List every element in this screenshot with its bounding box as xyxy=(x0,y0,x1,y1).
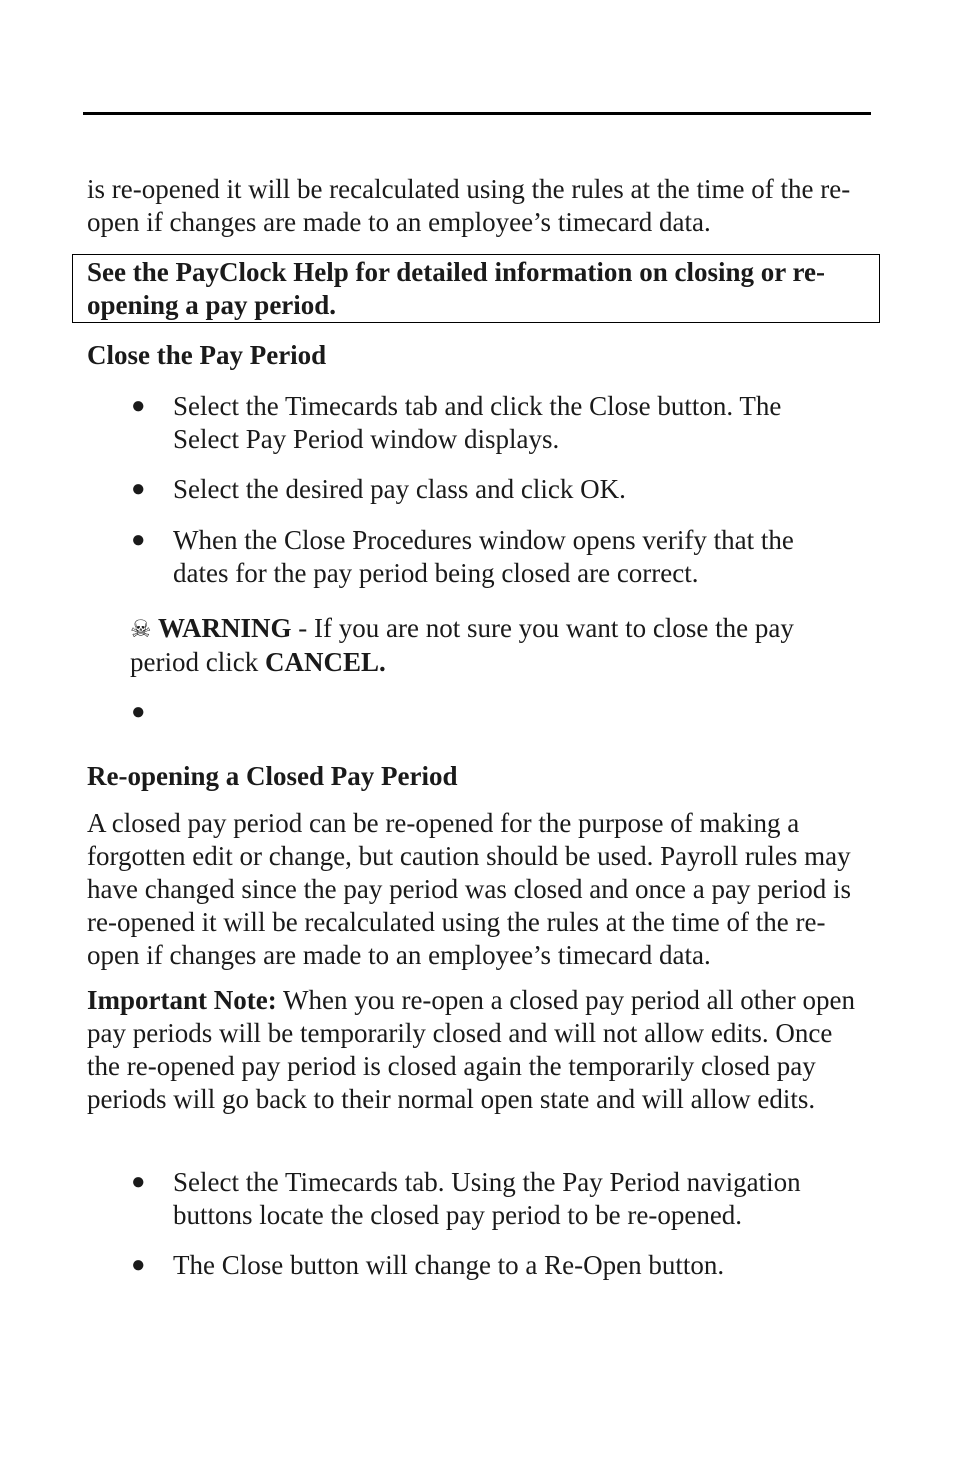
list-item-text: Select the desired pay class and click OK. xyxy=(173,474,626,504)
bullet-icon: ● xyxy=(131,476,146,502)
bullet-icon: ● xyxy=(131,393,146,419)
warning-paragraph xyxy=(130,612,850,679)
bullet-icon: ● xyxy=(131,699,146,725)
warning-label: WARNING xyxy=(158,613,292,643)
important-note-paragraph xyxy=(87,984,867,1116)
reopen-section-heading: Re-opening a Closed Pay Period xyxy=(87,761,458,791)
note-box-text: See the PayClock Help for detailed information on closing or re-opening a pay period. xyxy=(87,257,825,320)
intro-paragraph: is re-opened it will be recalculated using the rules at the time of the re-open if changes are made to an employee’s timecard data. xyxy=(87,174,851,237)
list-item-text: When the Close Procedures window opens verify that the dates for the pay period being closed are correct. xyxy=(173,525,794,588)
bullet-icon: ● xyxy=(131,527,146,553)
important-note-label: Important Note: xyxy=(87,985,277,1015)
warning-text: - If you are not sure you want to close the pay period click xyxy=(130,613,794,677)
close-section-heading: Close the Pay Period xyxy=(87,340,327,370)
cancel-label: CANCEL. xyxy=(264,647,386,677)
list-item-text: The Close button will change to a Re-Open button. xyxy=(173,1250,725,1280)
skull-crossbones-icon: ☠ xyxy=(130,615,152,643)
reopen-paragraph: A closed pay period can be re-opened for the purpose of making a forgotten edit or change, but caution should be used. Payroll rules may have changed since the pay period was closed and once a pay period is re-opened it will be recalculated using the rules at the time of the re-open if changes are made to an employee’s timecard data. xyxy=(87,808,851,970)
list-item-text: Select the Timecards tab. Using the Pay Period navigation buttons locate the closed pay period to be re-opened. xyxy=(173,1167,801,1230)
bullet-icon: ● xyxy=(131,1252,146,1278)
header-rule xyxy=(83,112,871,115)
list-item-text: Select the Timecards tab and click the Close button. The Select Pay Period window displays. xyxy=(173,391,782,454)
bullet-icon: ● xyxy=(131,1169,146,1195)
important-note-text: When you re-open a closed pay period all other open pay periods will be temporarily closed and will not allow edits. Once the re-opened pay period is closed again the temporarily closed pay periods will go back to their normal open state and will allow edits. xyxy=(87,985,856,1114)
